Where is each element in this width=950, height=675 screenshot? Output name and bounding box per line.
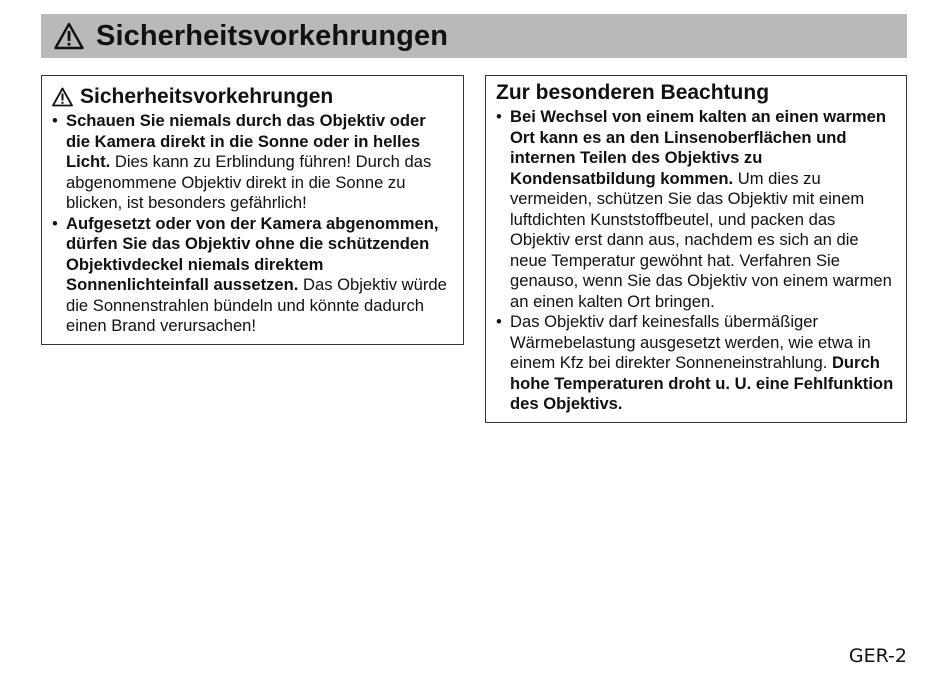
item-bold-text: Aufgesetzt oder von der Kamera abgenommen, dürfen Sie das Objektiv ohne die schützenden Objektivdeckel niemals direktem Sonnenlichteinfall aussetzen. — [66, 213, 439, 294]
box-title-text: Sicherheitsvorkehrungen — [80, 85, 334, 108]
warning-triangle-icon — [52, 87, 73, 107]
list-item — [496, 107, 896, 312]
bullet-dot: • — [52, 213, 58, 233]
list-item — [52, 111, 453, 214]
bullet-dot: • — [52, 111, 58, 130]
item-text: Um dies zu vermeiden, schützen Sie das Objektiv mit einem luftdichten Kunststoffbeutel, und packen das Objektiv erst dann aus, nachdem es sich an die neue Temperatur gewöhnt hat. Verfahren Sie genauso, wenn Sie das Objektiv von einem warmen an einen kalten Ort bringen. — [510, 168, 892, 311]
box-title — [52, 84, 453, 110]
page-number: GER-2 — [848, 645, 907, 667]
item-text: Dies kann zu Erblindung führen! Durch das abgenommene Objektiv direkt in die Sonne zu blicken, ist besonders gefährlich! — [66, 152, 432, 212]
bullet-dot: • — [496, 312, 502, 331]
bullet-dot: • — [496, 107, 502, 126]
item-text: Das Objektiv darf keinesfalls übermäßiger Wärmebelastung ausgesetzt werden, wie etwa in einem Kfz bei direkter Sonneneinstrahlung. — [510, 312, 871, 372]
list-item — [496, 312, 896, 415]
warning-triangle-icon — [54, 22, 84, 50]
item-bold-text: Bei Wechsel von einem kalten an einen warmen Ort kann es an den Linsenoberflächen und internen Teilen des Objektivs zu Kondensatbildung kommen. — [510, 107, 886, 188]
box-title-text: Zur besonderen Beachtung — [496, 81, 770, 104]
item-bold-text: Durch hohe Temperaturen droht u. U. eine Fehlfunktion des Objektivs. — [510, 353, 894, 413]
section-header — [41, 14, 907, 58]
page-title: Sicherheitsvorkehrungen — [96, 19, 449, 52]
notes-list — [496, 107, 896, 415]
item-text: Das Objektiv würde die Sonnenstrahlen bündeln und könnte dadurch einen Brand verursachen! — [66, 275, 447, 335]
safety-list — [52, 111, 453, 337]
safety-precautions-box — [41, 75, 464, 345]
box-title — [496, 80, 896, 106]
item-bold-text: Schauen Sie niemals durch das Objektiv oder die Kamera direkt in die Sonne oder in helles Licht. — [66, 111, 426, 171]
special-notes-box — [485, 75, 907, 423]
list-item — [52, 214, 453, 337]
